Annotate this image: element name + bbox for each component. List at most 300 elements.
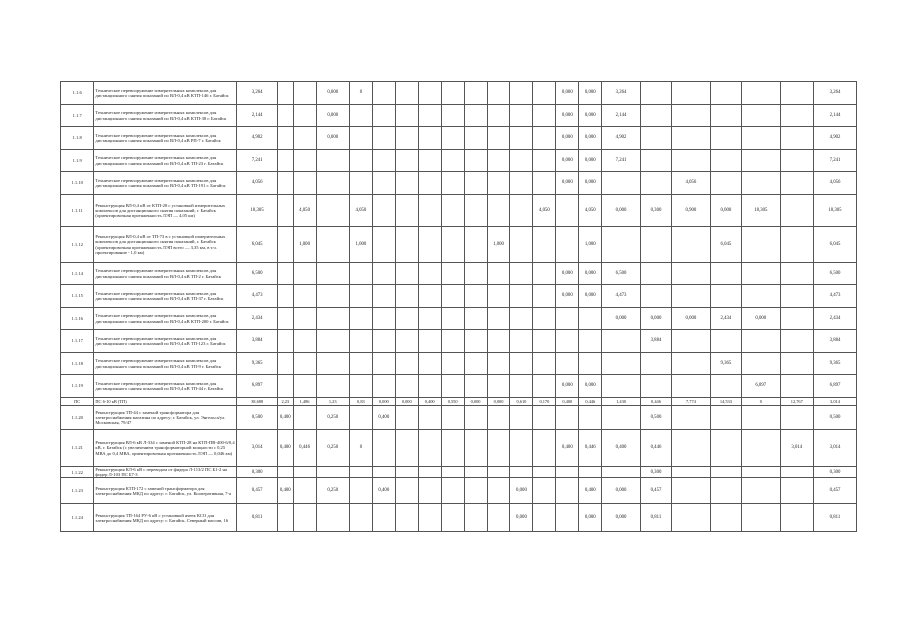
value-cell [277, 263, 293, 285]
value-cell [742, 263, 781, 285]
value-cell [418, 195, 441, 227]
value-cell [710, 467, 741, 478]
value-cell [395, 195, 418, 227]
value-cell [672, 406, 711, 430]
value-cell: 7,241 [602, 150, 641, 172]
value-cell [579, 353, 602, 375]
value-cell [441, 195, 464, 227]
value-cell [602, 330, 641, 353]
value-cell: 0,000 [579, 263, 602, 285]
value-cell [780, 375, 813, 398]
value-cell: 0,300 [640, 467, 671, 478]
value-cell [372, 263, 395, 285]
value-cell [395, 430, 418, 467]
value-cell [710, 406, 741, 430]
row-name-cell: Реконструкция ВЛ-0,4 кВ от КТП-28 с установкой измерительных комплексов для дистанционного снятия показаний, г. Батайск (ориентировочная протяженность ЛЭП — 4,05 км) [94, 195, 237, 227]
value-cell [316, 227, 349, 263]
value-cell: 1,23 [316, 398, 349, 406]
value-cell: 4,473 [602, 285, 641, 308]
value-cell: 2,144 [237, 105, 278, 127]
value-cell: 3,884 [237, 330, 278, 353]
value-cell [640, 150, 671, 172]
value-cell [418, 227, 441, 263]
value-cell: 0 [349, 82, 372, 105]
value-cell: 4,056 [813, 172, 856, 195]
value-cell [672, 150, 711, 172]
value-cell [277, 467, 293, 478]
value-cell [418, 82, 441, 105]
value-cell [293, 285, 316, 308]
value-cell [556, 330, 579, 353]
value-cell [349, 504, 372, 532]
value-cell [487, 127, 510, 150]
value-cell: 0,300 [640, 195, 671, 227]
value-cell [579, 406, 602, 430]
value-cell: 4,902 [237, 127, 278, 150]
value-cell: 7,241 [237, 150, 278, 172]
value-cell: 6,045 [813, 227, 856, 263]
value-cell [395, 504, 418, 532]
value-cell: 0,000 [579, 127, 602, 150]
value-cell [780, 227, 813, 263]
value-cell [349, 285, 372, 308]
value-cell [464, 478, 487, 504]
value-cell [487, 375, 510, 398]
value-cell [672, 285, 711, 308]
value-cell: 6,897 [742, 375, 781, 398]
value-cell [780, 82, 813, 105]
value-cell [640, 82, 671, 105]
value-cell [372, 82, 395, 105]
value-cell [372, 467, 395, 478]
value-cell [316, 195, 349, 227]
value-cell [640, 263, 671, 285]
value-cell [533, 375, 556, 398]
row-code-cell: 1.1.9 [61, 150, 94, 172]
row-code-cell: 1.1.18 [61, 353, 94, 375]
value-cell: 0,446 [640, 430, 671, 467]
value-cell: 3,264 [602, 82, 641, 105]
value-cell: 6,897 [813, 375, 856, 398]
value-cell [672, 82, 711, 105]
value-cell [780, 353, 813, 375]
value-cell: 0 [742, 398, 781, 406]
value-cell [395, 406, 418, 430]
value-cell [441, 150, 464, 172]
value-cell [533, 467, 556, 478]
value-cell [464, 375, 487, 398]
value-cell [349, 330, 372, 353]
value-cell [672, 330, 711, 353]
value-cell: 3,014 [813, 430, 856, 467]
value-cell [395, 227, 418, 263]
table-row [61, 406, 857, 430]
value-cell [556, 478, 579, 504]
value-cell [510, 227, 533, 263]
value-cell [395, 478, 418, 504]
value-cell: 0,000 [710, 195, 741, 227]
value-cell [510, 195, 533, 227]
value-cell [277, 127, 293, 150]
value-cell: 1,000 [293, 227, 316, 263]
value-cell [293, 353, 316, 375]
value-cell: 0,400 [372, 406, 395, 430]
value-cell: 2,434 [710, 308, 741, 330]
value-cell: 4,473 [813, 285, 856, 308]
value-cell: 0,000 [602, 478, 641, 504]
value-cell [556, 504, 579, 532]
value-cell: 4,050 [293, 195, 316, 227]
value-cell [780, 263, 813, 285]
value-cell [395, 150, 418, 172]
value-cell [640, 375, 671, 398]
value-cell [780, 406, 813, 430]
value-cell [510, 105, 533, 127]
value-cell [372, 195, 395, 227]
value-cell [372, 105, 395, 127]
value-cell: 6,500 [602, 263, 641, 285]
value-cell: 0,000 [602, 195, 641, 227]
value-cell: 0,811 [813, 504, 856, 532]
value-cell: 0,000 [579, 172, 602, 195]
value-cell: 12,767 [780, 398, 813, 406]
value-cell [464, 353, 487, 375]
value-cell [710, 105, 741, 127]
value-cell: 0,811 [640, 504, 671, 532]
value-cell: 0,000 [556, 285, 579, 308]
value-cell [395, 263, 418, 285]
value-cell [533, 127, 556, 150]
value-cell [510, 375, 533, 398]
value-cell [640, 353, 671, 375]
value-cell [372, 127, 395, 150]
value-cell [293, 330, 316, 353]
value-cell [487, 406, 510, 430]
value-cell: 18,305 [742, 195, 781, 227]
value-cell [372, 150, 395, 172]
value-cell [742, 285, 781, 308]
value-cell: 0,000 [579, 504, 602, 532]
table-row [61, 127, 857, 150]
table-row [61, 330, 857, 353]
value-cell: 0,900 [672, 195, 711, 227]
value-cell: 0,446 [579, 430, 602, 467]
value-cell: 0,400 [277, 430, 293, 467]
value-cell [579, 308, 602, 330]
row-code-cell: 1.1.12 [61, 227, 94, 263]
value-cell: 0,000 [556, 263, 579, 285]
row-code-cell: 1.1.15 [61, 285, 94, 308]
value-cell: 4,050 [533, 195, 556, 227]
value-cell [533, 478, 556, 504]
value-cell: 0,000 [579, 105, 602, 127]
value-cell [533, 406, 556, 430]
value-cell [510, 82, 533, 105]
value-cell [742, 478, 781, 504]
value-cell [533, 172, 556, 195]
value-cell [487, 353, 510, 375]
value-cell: 0,000 [556, 150, 579, 172]
value-cell [464, 150, 487, 172]
value-cell [418, 172, 441, 195]
value-cell [533, 105, 556, 127]
value-cell [277, 285, 293, 308]
value-cell: 4,473 [237, 285, 278, 308]
value-cell: 0,000 [556, 82, 579, 105]
value-cell [464, 504, 487, 532]
value-cell: 0,500 [813, 406, 856, 430]
row-name-cell: Реконструкция ТП-164 РУ-6 кВ с установкой ячеек КСО для электроснабжения МКД по адресу: г. Батайск, Северный массив, 16 [94, 504, 237, 532]
value-cell: 0,000 [742, 308, 781, 330]
value-cell: 0,811 [237, 504, 278, 532]
value-cell [710, 150, 741, 172]
value-cell: 0,000 [487, 398, 510, 406]
value-cell [349, 353, 372, 375]
value-cell [441, 263, 464, 285]
value-cell: 0,000 [395, 398, 418, 406]
row-code-cell: 1.1.7 [61, 105, 94, 127]
row-code-cell: 1.1.20 [61, 406, 94, 430]
row-name-cell: Техническое перевооружение измерительных комплексов для дистанционного снятия показаний по ВЛ-0,4 кВ ТП-23 г. Батайск [94, 150, 237, 172]
value-cell: 0,000 [579, 150, 602, 172]
value-cell [277, 195, 293, 227]
value-cell [349, 308, 372, 330]
value-cell [602, 406, 641, 430]
value-cell [556, 406, 579, 430]
value-cell: 3,014 [813, 398, 856, 406]
table-row [61, 398, 857, 406]
value-cell [780, 195, 813, 227]
row-name-cell: Техническое перевооружение измерительных комплексов для дистанционного снятия показаний по ВЛ-0,4 кВ КТП-38 г. Батайск [94, 105, 237, 127]
value-cell: 0,000 [316, 105, 349, 127]
row-code-cell: 1.1.22 [61, 467, 94, 478]
value-cell [441, 308, 464, 330]
value-cell [672, 478, 711, 504]
value-cell [441, 285, 464, 308]
value-cell: 0,000 [372, 398, 395, 406]
value-cell [672, 105, 711, 127]
value-cell: 0,250 [316, 430, 349, 467]
value-cell: 0,457 [813, 478, 856, 504]
value-cell [640, 227, 671, 263]
value-cell: 0,000 [579, 82, 602, 105]
value-cell: 2,144 [602, 105, 641, 127]
value-cell [277, 308, 293, 330]
value-cell [441, 330, 464, 353]
value-cell [293, 82, 316, 105]
value-cell [441, 504, 464, 532]
value-cell: 14,533 [710, 398, 741, 406]
value-cell [780, 308, 813, 330]
value-cell: 0,400 [602, 430, 641, 467]
value-cell: 6,897 [237, 375, 278, 398]
value-cell [579, 467, 602, 478]
value-cell [316, 330, 349, 353]
value-cell [395, 330, 418, 353]
table-row [61, 263, 857, 285]
value-cell: 0,000 [579, 375, 602, 398]
value-cell [672, 127, 711, 150]
value-cell [293, 467, 316, 478]
value-cell [316, 353, 349, 375]
value-cell: 0,400 [579, 478, 602, 504]
value-cell: 4,050 [349, 195, 372, 227]
row-code-cell: ПС [61, 398, 94, 406]
value-cell [780, 504, 813, 532]
value-cell: 0,250 [316, 478, 349, 504]
value-cell [742, 353, 781, 375]
value-cell [640, 285, 671, 308]
value-cell [510, 330, 533, 353]
value-cell [556, 195, 579, 227]
value-cell [533, 150, 556, 172]
value-cell [395, 127, 418, 150]
value-cell [487, 430, 510, 467]
value-cell: 9,365 [237, 353, 278, 375]
value-cell [510, 263, 533, 285]
value-cell [395, 82, 418, 105]
value-cell [533, 353, 556, 375]
value-cell [710, 430, 741, 467]
value-cell [742, 504, 781, 532]
value-cell: 0,000 [464, 398, 487, 406]
table-row [61, 82, 857, 105]
value-cell [464, 227, 487, 263]
value-cell [780, 285, 813, 308]
value-cell: 0,000 [556, 375, 579, 398]
value-cell [487, 308, 510, 330]
row-name-cell: Реконструкция КЛ-6 кВ с переводом от фидера Л-113/2 ПС Б1-2 на фидер Л-103 ПС Б7-3 [94, 467, 237, 478]
value-cell: 0,000 [316, 127, 349, 150]
value-cell [277, 504, 293, 532]
value-cell [602, 375, 641, 398]
row-name-cell: Техническое перевооружение измерительных комплексов для дистанционного снятия показаний по ВЛ-0,4 кВ ТП-2 г. Батайск [94, 263, 237, 285]
value-cell [418, 467, 441, 478]
value-cell: 0,500 [237, 406, 278, 430]
value-cell [395, 285, 418, 308]
value-cell [672, 430, 711, 467]
row-code-cell: 1.1.8 [61, 127, 94, 150]
value-cell [602, 172, 641, 195]
value-cell [464, 127, 487, 150]
value-cell: 7,774 [672, 398, 711, 406]
value-cell [533, 263, 556, 285]
value-cell: 4,902 [813, 127, 856, 150]
value-cell [510, 150, 533, 172]
value-cell: 4,902 [602, 127, 641, 150]
value-cell [277, 375, 293, 398]
value-cell: 0,000 [602, 504, 641, 532]
row-name-cell: Реконструкция ТП-44 с заменой трансформатора для электроснабжения магазина по адресу: г. Батайск, ул. Энгельса/ул. Московская, 79/47 [94, 406, 237, 430]
value-cell [395, 375, 418, 398]
value-cell [742, 82, 781, 105]
value-cell [742, 227, 781, 263]
value-cell [418, 150, 441, 172]
value-cell [464, 467, 487, 478]
value-cell [316, 172, 349, 195]
value-cell [487, 150, 510, 172]
value-cell [441, 467, 464, 478]
value-cell [464, 82, 487, 105]
row-name-cell: Реконструкция ВЛ-0,4 кВ от ТП-73 в с установкой измерительных комплексов для дистанционного снятия показаний, г. Батайск (ориентировочная протяженность ЛЭП всего — 3,35 км, в т.ч. проектирование - 1,0 км) [94, 227, 237, 263]
value-cell [418, 308, 441, 330]
row-code-cell: 1.1.24 [61, 504, 94, 532]
value-cell [293, 406, 316, 430]
value-cell: 18,305 [237, 195, 278, 227]
value-cell [464, 430, 487, 467]
value-cell: 0,550 [441, 398, 464, 406]
value-cell [277, 353, 293, 375]
value-cell [418, 263, 441, 285]
value-cell: 0,457 [237, 478, 278, 504]
value-cell [579, 330, 602, 353]
row-name-cell: Техническое перевооружение измерительных комплексов для дистанционного снятия показаний по ВЛ-0,4 кВ КТП-200 г. Батайск [94, 308, 237, 330]
value-cell [487, 467, 510, 478]
table-row [61, 150, 857, 172]
value-cell: 0,400 [277, 478, 293, 504]
row-name-cell: Техническое перевооружение измерительных комплексов для дистанционного снятия показаний по ВЛ-0,4 кВ РП-7 г. Батайск [94, 127, 237, 150]
value-cell [556, 353, 579, 375]
value-cell [293, 308, 316, 330]
value-cell [349, 478, 372, 504]
value-cell [395, 172, 418, 195]
value-cell: 0,400 [372, 478, 395, 504]
value-cell [349, 172, 372, 195]
value-cell [316, 263, 349, 285]
value-cell [372, 172, 395, 195]
value-cell: 0,000 [640, 308, 671, 330]
value-cell: 4,056 [237, 172, 278, 195]
value-cell: 6,500 [813, 263, 856, 285]
value-cell [293, 504, 316, 532]
value-cell: 1,000 [349, 227, 372, 263]
value-cell: 0,83 [349, 398, 372, 406]
value-cell [672, 227, 711, 263]
table-row [61, 172, 857, 195]
value-cell: 9,365 [813, 353, 856, 375]
value-cell [418, 430, 441, 467]
table-row [61, 467, 857, 478]
value-cell: 0,610 [510, 398, 533, 406]
value-cell [742, 330, 781, 353]
value-cell: 1,430 [602, 398, 641, 406]
value-cell [780, 330, 813, 353]
row-code-cell: 1.1.23 [61, 478, 94, 504]
value-cell [464, 406, 487, 430]
value-cell [349, 467, 372, 478]
value-cell [640, 105, 671, 127]
value-cell [464, 285, 487, 308]
value-cell [372, 227, 395, 263]
value-cell: 4,050 [579, 195, 602, 227]
value-cell: 0,000 [556, 127, 579, 150]
value-cell [316, 504, 349, 532]
value-cell: 0,000 [510, 478, 533, 504]
value-cell [349, 150, 372, 172]
value-cell [441, 172, 464, 195]
investment-program-table [60, 81, 857, 532]
value-cell [487, 285, 510, 308]
value-cell [316, 375, 349, 398]
value-cell [487, 504, 510, 532]
value-cell [510, 127, 533, 150]
table-row [61, 105, 857, 127]
value-cell: 0,300 [237, 467, 278, 478]
row-name-cell: Техническое перевооружение измерительных комплексов для дистанционного снятия показаний по ВЛ-0,4 кВ ТП-44 г. Батайск [94, 375, 237, 398]
value-cell [602, 353, 641, 375]
table-row [61, 478, 857, 504]
value-cell [742, 105, 781, 127]
